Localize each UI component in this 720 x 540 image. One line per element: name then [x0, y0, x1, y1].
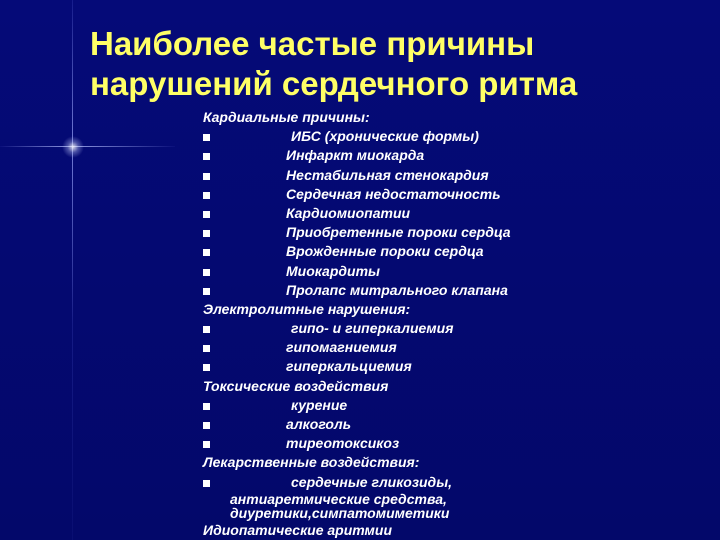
list-item	[203, 185, 713, 204]
decorative-horizontal-line	[0, 146, 175, 147]
list-item-text: Миокардиты	[286, 262, 380, 279]
square-bullet-icon	[203, 364, 210, 371]
list-item	[203, 166, 713, 185]
list-item	[203, 281, 713, 300]
list-item-text: Сердечная недостаточность	[286, 185, 501, 202]
list-item-text: гипомагниемия	[286, 339, 397, 356]
list-item	[203, 434, 713, 453]
list-item	[203, 204, 713, 223]
square-bullet-icon	[203, 192, 210, 199]
sparkle-icon	[62, 136, 84, 158]
list-item	[203, 146, 713, 165]
square-bullet-icon	[203, 211, 210, 218]
list-item-text: ИБС (хронические формы)	[291, 128, 479, 145]
list-item	[203, 319, 713, 338]
title-line-1: Наиболее частые причины	[90, 25, 535, 62]
list-item	[203, 357, 713, 376]
list-item	[203, 262, 713, 281]
list-item	[203, 127, 713, 146]
list-item	[203, 338, 713, 357]
list-item	[203, 396, 713, 415]
slide-title	[90, 24, 710, 104]
list-item-text: курение	[291, 396, 348, 413]
list-item-text: алкоголь	[286, 416, 352, 432]
title-line-2: нарушений сердечного ритма	[90, 65, 578, 102]
square-bullet-icon	[203, 288, 210, 295]
square-bullet-icon	[203, 403, 210, 410]
square-bullet-icon	[203, 230, 210, 237]
list-item	[203, 223, 713, 242]
square-bullet-icon	[203, 269, 210, 276]
list-item-text: Пролапс митрального клапана	[286, 281, 508, 298]
section-heading-drug: Лекарственные воздействия:	[203, 454, 420, 471]
square-bullet-icon	[203, 134, 210, 141]
slide-content	[203, 108, 713, 540]
list-item-text: Нестабильная стенокардия	[286, 166, 489, 183]
list-item-text: тиреотоксикоз	[286, 435, 400, 452]
list-item-text: гиперкальциемия	[286, 358, 412, 375]
decorative-vertical-line	[72, 0, 73, 540]
list-item-text: Врожденные пороки сердца	[286, 243, 484, 260]
section-heading-cardiac: Кардиальные причины:	[203, 109, 370, 125]
list-item-text: Кардиомиопатии	[286, 204, 411, 221]
list-item	[203, 242, 713, 261]
square-bullet-icon	[203, 441, 210, 448]
list-item	[203, 415, 713, 434]
list-item-text: Приобретенные пороки сердца	[286, 224, 511, 241]
square-bullet-icon	[203, 480, 210, 487]
list-item	[203, 473, 713, 521]
square-bullet-icon	[203, 326, 210, 333]
list-item-text: гипо- и гиперкалиемия	[291, 320, 454, 337]
square-bullet-icon	[203, 345, 210, 352]
square-bullet-icon	[203, 422, 210, 429]
section-heading-toxic: Токсические воздействия	[203, 377, 389, 394]
section-heading-idiopathic: Идиопатические аритмии	[203, 521, 393, 538]
list-item-text-continuation: диуретики,симпатомиметики	[230, 505, 450, 522]
square-bullet-icon	[203, 173, 210, 180]
section-heading-electrolyte: Электролитные нарушения:	[203, 300, 411, 317]
square-bullet-icon	[203, 249, 210, 256]
list-item-text: Инфаркт миокарда	[286, 147, 425, 164]
square-bullet-icon	[203, 153, 210, 160]
list-item-text-continuation: антиаретмические средства,	[230, 490, 447, 507]
list-item-text: сердечные гликозиды,	[291, 473, 453, 490]
